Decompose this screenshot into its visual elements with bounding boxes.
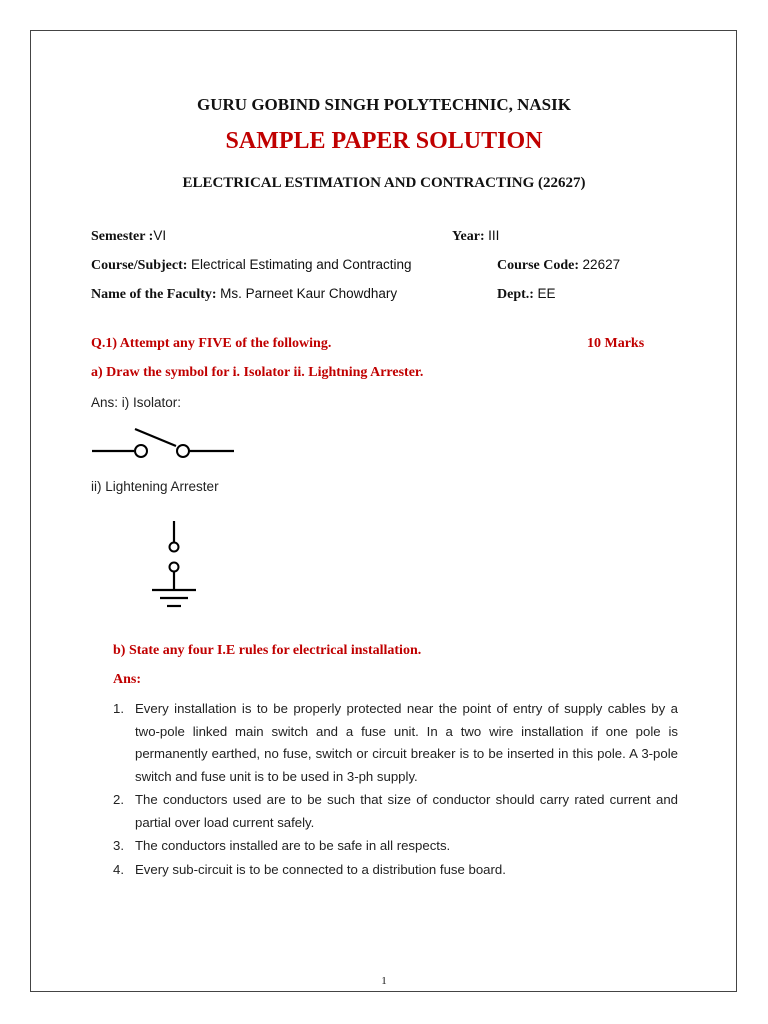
semester-row — [91, 228, 166, 245]
list-item-number: 3. — [113, 838, 124, 853]
list-item-text: Every installation is to be properly protected near the point of entry of supply cables by a two-pole linked main switch and a fuse unit. In a two wire installation if one pole is permanently earthed, no fuse, switch or circuit breaker is to be inserted in this pole. A 3-pole switch and fuse unit is to be used in 3-ph supply. — [135, 701, 678, 784]
list-item — [113, 835, 678, 858]
list-item-number: 2. — [113, 792, 124, 807]
year-label: Year: — [452, 229, 485, 244]
subject-title: ELECTRICAL ESTIMATION AND CONTRACTING (22627) — [182, 175, 586, 191]
faculty-row — [91, 286, 397, 303]
q1-marks: 10 Marks — [587, 336, 645, 351]
course-code-row — [497, 257, 620, 274]
dept-label: Dept.: — [497, 287, 534, 302]
list-item — [113, 859, 678, 882]
q1a-answer-arrester: ii) Lightening Arrester — [91, 479, 219, 494]
course-code-value: 22627 — [582, 257, 621, 272]
faculty-label: Name of the Faculty: — [91, 287, 217, 302]
course-value: Electrical Estimating and Contracting — [190, 257, 412, 272]
course-code-label: Course Code: — [497, 258, 580, 273]
institute-name: GURU GOBIND SINGH POLYTECHNIC, NASIK — [197, 95, 571, 114]
list-item-text: The conductors used are to be such that size of conductor should carry rated current and partial over load current safely. — [135, 792, 678, 830]
q1-title: Q.1) Attempt any FIVE of the following. — [91, 336, 332, 351]
q1b-question: b) State any four I.E rules for electrical installation. — [113, 643, 422, 658]
list-item-text: The conductors installed are to be safe in all respects. — [135, 838, 451, 853]
list-item-number: 4. — [113, 861, 124, 877]
dept-value: EE — [537, 286, 556, 301]
q1b-answer-label: Ans: — [113, 672, 142, 687]
isolator-symbol-icon — [90, 424, 240, 464]
year-row — [452, 228, 499, 245]
lightning-arrester-symbol-icon — [148, 518, 200, 613]
faculty-value: Ms. Parneet Kaur Chowdhary — [220, 286, 398, 301]
semester-label: Semester : — [91, 229, 154, 244]
q1a-answer-isolator: Ans: i) Isolator: — [91, 395, 182, 410]
list-item — [113, 789, 678, 834]
list-item-number: 1. — [113, 701, 124, 716]
ie-rules-list — [113, 698, 678, 882]
year-value: III — [488, 228, 500, 243]
course-row — [91, 257, 412, 274]
page-number: 1 — [381, 975, 387, 987]
course-label: Course/Subject: — [91, 258, 188, 273]
list-item-text: Every sub-circuit is to be connected to a distribution fuse board. — [135, 861, 506, 877]
list-item — [113, 698, 678, 788]
paper-title: SAMPLE PAPER SOLUTION — [225, 128, 543, 154]
semester-value: VI — [153, 228, 167, 243]
q1a-question: a) Draw the symbol for i. Isolator ii. Lightning Arrester. — [91, 365, 424, 380]
dept-row — [497, 286, 555, 303]
